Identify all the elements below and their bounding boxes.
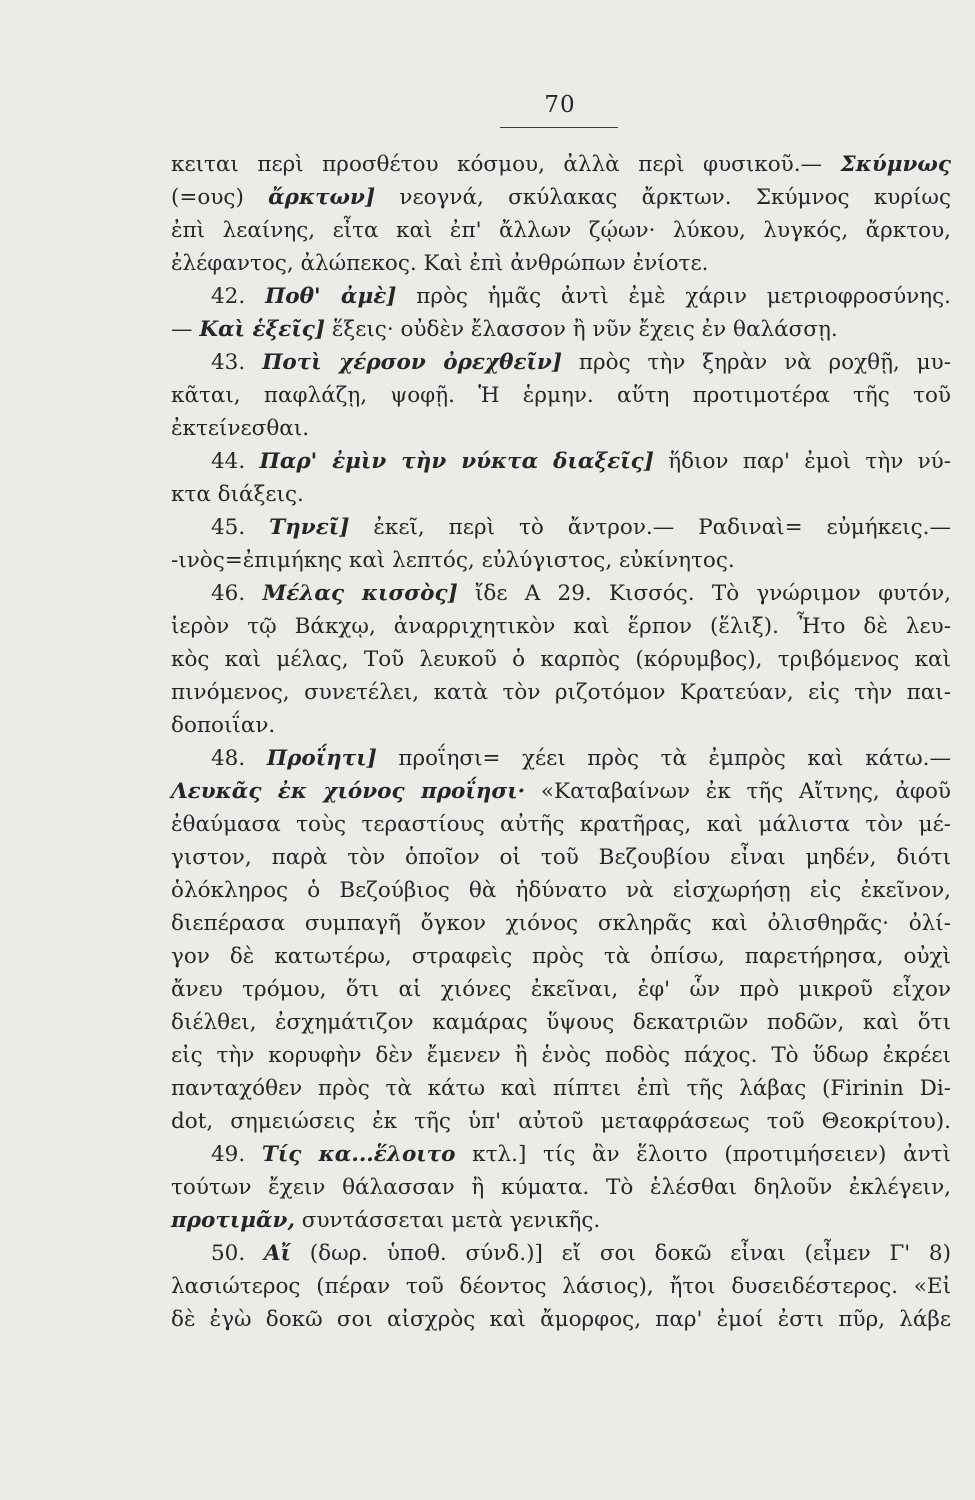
lemma: Λευκᾶς ἐκ χιόνος προΐησι· — [171, 779, 526, 804]
line-text: προΐησι= χέει πρὸς τὰ ἐμπρὸς καὶ κάτω.— — [398, 746, 951, 771]
line-text: 42. — [211, 284, 246, 309]
text-line — [171, 775, 951, 808]
text-line — [171, 709, 951, 742]
text-line — [171, 247, 951, 280]
text-line — [171, 907, 951, 940]
line-text: κτλ.] τίς ἂν ἕλοιτο (προτιμήσειεν) ἀντὶ — [472, 1142, 952, 1167]
line-text: διεπέρασα συμπαγῆ ὄγκον χιόνος σκληρᾶς καὶ ὀλισθηρᾶς· ὀλί- — [171, 911, 951, 936]
line-text: πανταχόθεν πρὸς τὰ κάτω καὶ πίπτει ἐπὶ τῆς λάβας (Firinin Di- — [171, 1076, 951, 1101]
line-text: συντάσσεται μετὰ γενικῆς. — [301, 1208, 601, 1233]
lemma: προτιμᾶν, — [171, 1208, 295, 1233]
line-text: κειται περὶ προσθέτου κόσμου, ἀλλὰ περὶ φυσικοῦ.— — [171, 152, 823, 177]
lemma: Τηνεῖ] — [269, 515, 350, 540]
header-rule — [500, 127, 618, 128]
text-line — [171, 1006, 951, 1039]
line-text: 48. — [211, 746, 246, 771]
line-text: ἐκεῖ, περὶ τὸ ἄντρον.— Ραδιναὶ= εὐμήκεις.— — [373, 515, 951, 540]
line-text: (=ους) — [171, 185, 244, 210]
text-line — [171, 676, 951, 709]
text-line — [171, 379, 951, 412]
line-text: νεογνά, σκύλακας ἄρκτων. Σκύμνος κυρίως — [399, 185, 951, 210]
text-line — [171, 148, 951, 181]
text-line — [171, 346, 951, 379]
line-text: κᾶται, παφλάζῃ, ψοφῇ. Ἡ ἑρμην. αὕτη προτιμοτέρα τῆς τοῦ — [171, 383, 951, 408]
text-line — [171, 1270, 951, 1303]
text-line — [171, 445, 951, 478]
text-line — [171, 478, 951, 511]
line-text: ὁλόκληρος ὁ Βεζούβιος θὰ ἠδύνατο νὰ εἰσχωρήσῃ εἰς ἐκεῖνον, — [171, 878, 951, 903]
text-line — [171, 544, 951, 577]
text-line — [171, 973, 951, 1006]
line-text: πρὸς τὴν ξηρὰν νὰ ρoχθῇ, μυ- — [578, 350, 951, 375]
text-line — [171, 511, 951, 544]
lemma: Καὶ ἑξεῖς] — [199, 317, 326, 342]
line-text: ἱερὸν τῷ Βάκχῳ, ἀναρριχητικὸν καὶ ἕρπον (ἕλιξ). Ἦτο δὲ λευ- — [171, 614, 951, 639]
line-text: πινόμενος, συνετέλει, κατὰ τὸν ριζοτόμον Κρατεύαν, εἰς τὴν παι- — [171, 680, 951, 705]
line-text: 46. — [211, 581, 246, 606]
line-text: (δωρ. ὑποθ. σύνδ.)] εἴ σοι δοκῶ εἶναι (εἶμεν Γ' 8) — [309, 1241, 951, 1266]
text-line — [171, 1039, 951, 1072]
line-text: ἴδε Α 29. Κισσός. Τὸ γνώριμον φυτόν, — [475, 581, 951, 606]
text-line — [171, 313, 951, 346]
lemma: Ποθ' ἀμὲ] — [264, 284, 397, 309]
line-text: ἐπὶ λεαίνης, εἶτα καὶ ἐπ' ἄλλων ζῴων· λύκου, λυγκός, ἄρκτου, — [171, 218, 951, 243]
text-line — [171, 412, 951, 445]
lemma: Σκύμνως — [840, 152, 951, 177]
text-line — [171, 1237, 951, 1270]
page-number: 70 — [544, 92, 576, 118]
text-line — [171, 1138, 951, 1171]
line-text: τούτων ἔχειν θάλασσαν ἢ κύματα. Τὸ ἑλέσθαι δηλοῦν ἐκλέγειν, — [171, 1175, 951, 1200]
line-text: δοποιΐαν. — [171, 713, 276, 738]
text-line — [171, 1105, 951, 1138]
line-text: «Καταβαίνων ἐκ τῆς Αἴτνης, ἀφοῦ — [540, 779, 952, 804]
text-line — [171, 841, 951, 874]
lemma: ἄρκτων] — [268, 185, 376, 210]
line-text: κὸς καὶ μέλας, Τοῦ λευκοῦ ὁ καρπὸς (κόρυμβος), τριβόμενος καὶ — [171, 647, 951, 672]
text-line — [171, 214, 951, 247]
line-text: λασιώτερος (πέραν τοῦ δέοντος λάσιος), ἤτοι δυσειδέστερος. «Εἰ — [171, 1274, 951, 1299]
line-text: 45. — [211, 515, 246, 540]
line-text: γον δὲ κατωτέρω, στραφεὶς πρὸς τὰ ὀπίσω, παρετήρησα, οὐχὶ — [171, 944, 951, 969]
line-text: ἐθαύμασα τοὺς τεραστίους αὐτῆς κρατῆρας, καὶ μάλιστα τὸν μέ- — [171, 812, 951, 837]
line-text: 50. — [211, 1241, 246, 1266]
line-text: ἐλέφαντος, ἀλώπεκος. Καὶ ἐπὶ ἀνθρώπων ἐνίοτε. — [171, 251, 709, 276]
text-line — [171, 742, 951, 775]
text-line — [171, 874, 951, 907]
line-text: δὲ ἐγὼ δοκῶ σοι αἰσχρὸς καὶ ἄμορφος, παρ' ἐμοί ἐστι πῦρ, λάβε — [171, 1307, 951, 1332]
text-line — [171, 1204, 951, 1237]
line-text: 43. — [211, 350, 246, 375]
line-text: ἕξεις· οὐδὲν ἔλασσον ἢ νῦν ἔχεις ἐν θαλάσσῃ. — [331, 317, 838, 342]
text-line — [171, 808, 951, 841]
lemma: Αἴ — [263, 1241, 292, 1266]
line-text: κτα διάξεις. — [171, 482, 304, 507]
lemma: Παρ' ἐμὶν τὴν νύκτα διαξεῖς] — [259, 449, 654, 474]
text-line — [171, 1303, 951, 1336]
text-line — [171, 280, 951, 313]
line-text: dot, σημειώσεις ἐκ τῆς ὑπ' αὐτοῦ μεταφράσεως τοῦ Θεοκρίτου). — [171, 1109, 951, 1134]
text-line — [171, 181, 951, 214]
line-text: 49. — [211, 1142, 246, 1167]
text-line — [171, 940, 951, 973]
text-line — [171, 1171, 951, 1204]
line-text: — — [171, 317, 193, 342]
commentary-text — [171, 148, 951, 1336]
lemma: Προΐητι] — [266, 746, 377, 771]
line-text: εἰς τὴν κορυφὴν δὲν ἔμενεν ἢ ἑνὸς ποδὸς πάχος. Τὸ ὕδωρ ἐκρέει — [171, 1043, 951, 1068]
lemma: Ποτὶ χέρσον ὀρεχθεῖν] — [262, 350, 563, 375]
text-line — [171, 643, 951, 676]
lemma: Μέλας κισσὸς] — [262, 581, 458, 606]
line-text: -ινὸς=ἐπιμήκης καὶ λεπτός, εὐλύγιστος, εὐκίνητος. — [171, 548, 735, 573]
line-text: ἐκτείνεσθαι. — [171, 416, 310, 441]
text-line — [171, 1072, 951, 1105]
line-text: γιστον, παρὰ τὸν ὁποῖον οἱ τοῦ Βεζουβίου εἶναι μηδέν, διότι — [171, 845, 951, 870]
text-line — [171, 610, 951, 643]
line-text: 44. — [211, 449, 246, 474]
line-text: ἄνευ τρόμου, ὅτι αἱ χιόνες ἐκεῖναι, ἐφ' ὧν πρὸ μικροῦ εἶχον — [171, 977, 951, 1002]
line-text: πρὸς ἡμᾶς ἀντὶ ἐμὲ χάριν μετριοφροσύνης. — [416, 284, 951, 309]
text-line — [171, 577, 951, 610]
line-text: ἥδιον παρ' ἐμοὶ τὴν νύ- — [668, 449, 951, 474]
line-text: διέλθει, ἐσχημάτιζον καμάρας ὕψους δεκατριῶν ποδῶν, καὶ ὅτι — [171, 1010, 951, 1035]
lemma: Τίς κα...ἕλοιτο — [261, 1142, 456, 1167]
